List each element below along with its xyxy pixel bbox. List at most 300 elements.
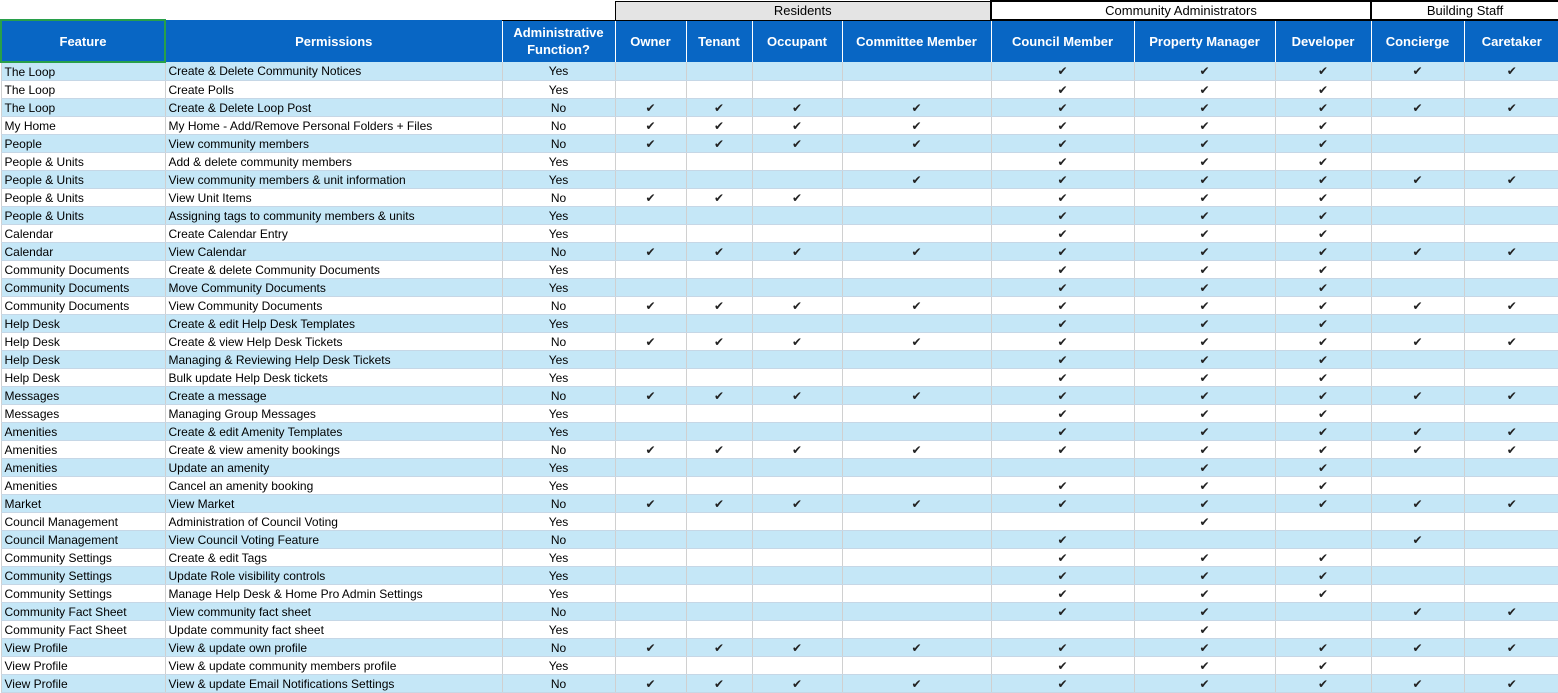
caretaker-cell[interactable] xyxy=(1464,441,1558,459)
group-community-administrators[interactable]: Community Administrators xyxy=(991,1,1371,20)
property-manager-cell[interactable] xyxy=(1134,297,1275,315)
committee-member-cell[interactable] xyxy=(842,459,991,477)
council-member-cell[interactable] xyxy=(991,441,1134,459)
occupant-cell[interactable] xyxy=(752,567,842,585)
property-manager-cell[interactable] xyxy=(1134,405,1275,423)
property-manager-cell[interactable] xyxy=(1134,333,1275,351)
tenant-cell[interactable] xyxy=(686,459,752,477)
concierge-cell[interactable] xyxy=(1371,639,1464,657)
permission-cell[interactable]: View Community Documents xyxy=(165,297,502,315)
feature-cell[interactable]: View Profile xyxy=(1,675,165,693)
owner-cell[interactable] xyxy=(615,423,686,441)
property-manager-cell[interactable] xyxy=(1134,225,1275,243)
developer-cell[interactable] xyxy=(1275,423,1371,441)
owner-cell[interactable] xyxy=(615,243,686,261)
developer-cell[interactable] xyxy=(1275,639,1371,657)
developer-cell[interactable] xyxy=(1275,99,1371,117)
committee-member-cell[interactable] xyxy=(842,351,991,369)
occupant-cell[interactable] xyxy=(752,81,842,99)
header-occupant[interactable]: Occupant xyxy=(752,20,842,62)
caretaker-cell[interactable] xyxy=(1464,585,1558,603)
permission-cell[interactable]: View Market xyxy=(165,495,502,513)
concierge-cell[interactable] xyxy=(1371,297,1464,315)
administrative-function-cell[interactable]: Yes xyxy=(502,459,615,477)
caretaker-cell[interactable] xyxy=(1464,639,1558,657)
tenant-cell[interactable] xyxy=(686,675,752,693)
owner-cell[interactable] xyxy=(615,441,686,459)
council-member-cell[interactable] xyxy=(991,207,1134,225)
concierge-cell[interactable] xyxy=(1371,207,1464,225)
administrative-function-cell[interactable]: Yes xyxy=(502,513,615,531)
feature-cell[interactable]: People xyxy=(1,135,165,153)
permission-cell[interactable]: My Home - Add/Remove Personal Folders + Files xyxy=(165,117,502,135)
caretaker-cell[interactable] xyxy=(1464,369,1558,387)
administrative-function-cell[interactable]: No xyxy=(502,441,615,459)
owner-cell[interactable] xyxy=(615,117,686,135)
caretaker-cell[interactable] xyxy=(1464,225,1558,243)
feature-cell[interactable]: Calendar xyxy=(1,243,165,261)
permission-cell[interactable]: Create & delete Community Documents xyxy=(165,261,502,279)
committee-member-cell[interactable] xyxy=(842,315,991,333)
property-manager-cell[interactable] xyxy=(1134,477,1275,495)
owner-cell[interactable] xyxy=(615,81,686,99)
tenant-cell[interactable] xyxy=(686,657,752,675)
concierge-cell[interactable] xyxy=(1371,189,1464,207)
occupant-cell[interactable] xyxy=(752,477,842,495)
concierge-cell[interactable] xyxy=(1371,513,1464,531)
property-manager-cell[interactable] xyxy=(1134,243,1275,261)
administrative-function-cell[interactable]: Yes xyxy=(502,369,615,387)
permission-cell[interactable]: Create Polls xyxy=(165,81,502,99)
concierge-cell[interactable] xyxy=(1371,675,1464,693)
permission-cell[interactable]: View Council Voting Feature xyxy=(165,531,502,549)
council-member-cell[interactable] xyxy=(991,459,1134,477)
owner-cell[interactable] xyxy=(615,639,686,657)
administrative-function-cell[interactable]: No xyxy=(502,495,615,513)
committee-member-cell[interactable] xyxy=(842,567,991,585)
permission-cell[interactable]: Create Calendar Entry xyxy=(165,225,502,243)
concierge-cell[interactable] xyxy=(1371,585,1464,603)
owner-cell[interactable] xyxy=(615,99,686,117)
owner-cell[interactable] xyxy=(615,567,686,585)
owner-cell[interactable] xyxy=(615,495,686,513)
developer-cell[interactable] xyxy=(1275,549,1371,567)
developer-cell[interactable] xyxy=(1275,495,1371,513)
committee-member-cell[interactable] xyxy=(842,513,991,531)
caretaker-cell[interactable] xyxy=(1464,405,1558,423)
permission-cell[interactable]: Create & edit Help Desk Templates xyxy=(165,315,502,333)
property-manager-cell[interactable] xyxy=(1134,153,1275,171)
feature-cell[interactable]: Amenities xyxy=(1,441,165,459)
developer-cell[interactable] xyxy=(1275,675,1371,693)
administrative-function-cell[interactable]: Yes xyxy=(502,207,615,225)
caretaker-cell[interactable] xyxy=(1464,603,1558,621)
committee-member-cell[interactable] xyxy=(842,639,991,657)
tenant-cell[interactable] xyxy=(686,549,752,567)
permission-cell[interactable]: View community members xyxy=(165,135,502,153)
administrative-function-cell[interactable]: Yes xyxy=(502,315,615,333)
council-member-cell[interactable] xyxy=(991,567,1134,585)
occupant-cell[interactable] xyxy=(752,495,842,513)
permission-cell[interactable]: Create a message xyxy=(165,387,502,405)
committee-member-cell[interactable] xyxy=(842,135,991,153)
permission-cell[interactable]: View & update own profile xyxy=(165,639,502,657)
council-member-cell[interactable] xyxy=(991,675,1134,693)
owner-cell[interactable] xyxy=(615,315,686,333)
developer-cell[interactable] xyxy=(1275,477,1371,495)
concierge-cell[interactable] xyxy=(1371,477,1464,495)
committee-member-cell[interactable] xyxy=(842,62,991,81)
council-member-cell[interactable] xyxy=(991,603,1134,621)
header-feature[interactable]: Feature xyxy=(1,20,165,62)
committee-member-cell[interactable] xyxy=(842,657,991,675)
council-member-cell[interactable] xyxy=(991,225,1134,243)
caretaker-cell[interactable] xyxy=(1464,261,1558,279)
concierge-cell[interactable] xyxy=(1371,369,1464,387)
header-caretaker[interactable]: Caretaker xyxy=(1464,20,1558,62)
council-member-cell[interactable] xyxy=(991,549,1134,567)
administrative-function-cell[interactable]: Yes xyxy=(502,351,615,369)
concierge-cell[interactable] xyxy=(1371,243,1464,261)
permission-cell[interactable]: Move Community Documents xyxy=(165,279,502,297)
owner-cell[interactable] xyxy=(615,351,686,369)
caretaker-cell[interactable] xyxy=(1464,297,1558,315)
permission-cell[interactable]: Create & edit Tags xyxy=(165,549,502,567)
developer-cell[interactable] xyxy=(1275,279,1371,297)
occupant-cell[interactable] xyxy=(752,279,842,297)
feature-cell[interactable]: Community Settings xyxy=(1,585,165,603)
council-member-cell[interactable] xyxy=(991,585,1134,603)
concierge-cell[interactable] xyxy=(1371,423,1464,441)
committee-member-cell[interactable] xyxy=(842,99,991,117)
feature-cell[interactable]: Community Settings xyxy=(1,549,165,567)
council-member-cell[interactable] xyxy=(991,477,1134,495)
concierge-cell[interactable] xyxy=(1371,81,1464,99)
occupant-cell[interactable] xyxy=(752,315,842,333)
tenant-cell[interactable] xyxy=(686,135,752,153)
administrative-function-cell[interactable]: No xyxy=(502,99,615,117)
property-manager-cell[interactable] xyxy=(1134,81,1275,99)
concierge-cell[interactable] xyxy=(1371,333,1464,351)
owner-cell[interactable] xyxy=(615,585,686,603)
developer-cell[interactable] xyxy=(1275,441,1371,459)
committee-member-cell[interactable] xyxy=(842,297,991,315)
header-owner[interactable]: Owner xyxy=(615,20,686,62)
header-developer[interactable]: Developer xyxy=(1275,20,1371,62)
permission-cell[interactable]: Bulk update Help Desk tickets xyxy=(165,369,502,387)
permission-cell[interactable]: Managing & Reviewing Help Desk Tickets xyxy=(165,351,502,369)
permission-cell[interactable]: View community members & unit information xyxy=(165,171,502,189)
feature-cell[interactable]: Messages xyxy=(1,387,165,405)
council-member-cell[interactable] xyxy=(991,531,1134,549)
owner-cell[interactable] xyxy=(615,153,686,171)
developer-cell[interactable] xyxy=(1275,531,1371,549)
council-member-cell[interactable] xyxy=(991,315,1134,333)
administrative-function-cell[interactable]: No xyxy=(502,297,615,315)
occupant-cell[interactable] xyxy=(752,405,842,423)
tenant-cell[interactable] xyxy=(686,405,752,423)
permission-cell[interactable]: Add & delete community members xyxy=(165,153,502,171)
administrative-function-cell[interactable]: No xyxy=(502,639,615,657)
owner-cell[interactable] xyxy=(615,459,686,477)
administrative-function-cell[interactable]: Yes xyxy=(502,62,615,81)
occupant-cell[interactable] xyxy=(752,351,842,369)
tenant-cell[interactable] xyxy=(686,531,752,549)
council-member-cell[interactable] xyxy=(991,639,1134,657)
feature-cell[interactable]: Community Fact Sheet xyxy=(1,603,165,621)
permission-cell[interactable]: Manage Help Desk & Home Pro Admin Settings xyxy=(165,585,502,603)
concierge-cell[interactable] xyxy=(1371,405,1464,423)
developer-cell[interactable] xyxy=(1275,117,1371,135)
property-manager-cell[interactable] xyxy=(1134,99,1275,117)
feature-cell[interactable]: Community Documents xyxy=(1,279,165,297)
developer-cell[interactable] xyxy=(1275,405,1371,423)
permission-cell[interactable]: Create & edit Amenity Templates xyxy=(165,423,502,441)
developer-cell[interactable] xyxy=(1275,585,1371,603)
committee-member-cell[interactable] xyxy=(842,621,991,639)
caretaker-cell[interactable] xyxy=(1464,621,1558,639)
occupant-cell[interactable] xyxy=(752,639,842,657)
permission-cell[interactable]: Update an amenity xyxy=(165,459,502,477)
developer-cell[interactable] xyxy=(1275,62,1371,81)
committee-member-cell[interactable] xyxy=(842,549,991,567)
administrative-function-cell[interactable]: Yes xyxy=(502,225,615,243)
administrative-function-cell[interactable]: No xyxy=(502,675,615,693)
empty-cell[interactable] xyxy=(1,1,165,20)
group-building-staff[interactable]: Building Staff xyxy=(1371,1,1558,20)
tenant-cell[interactable] xyxy=(686,189,752,207)
administrative-function-cell[interactable]: No xyxy=(502,387,615,405)
tenant-cell[interactable] xyxy=(686,99,752,117)
tenant-cell[interactable] xyxy=(686,585,752,603)
concierge-cell[interactable] xyxy=(1371,495,1464,513)
occupant-cell[interactable] xyxy=(752,459,842,477)
administrative-function-cell[interactable]: No xyxy=(502,531,615,549)
administrative-function-cell[interactable]: Yes xyxy=(502,81,615,99)
tenant-cell[interactable] xyxy=(686,369,752,387)
administrative-function-cell[interactable]: Yes xyxy=(502,567,615,585)
permission-cell[interactable]: Create & Delete Community Notices xyxy=(165,62,502,81)
concierge-cell[interactable] xyxy=(1371,441,1464,459)
property-manager-cell[interactable] xyxy=(1134,441,1275,459)
committee-member-cell[interactable] xyxy=(842,369,991,387)
property-manager-cell[interactable] xyxy=(1134,315,1275,333)
tenant-cell[interactable] xyxy=(686,567,752,585)
administrative-function-cell[interactable]: No xyxy=(502,333,615,351)
owner-cell[interactable] xyxy=(615,549,686,567)
header-committee-member[interactable]: Committee Member xyxy=(842,20,991,62)
occupant-cell[interactable] xyxy=(752,603,842,621)
feature-cell[interactable]: Community Settings xyxy=(1,567,165,585)
tenant-cell[interactable] xyxy=(686,117,752,135)
permission-cell[interactable]: Administration of Council Voting xyxy=(165,513,502,531)
committee-member-cell[interactable] xyxy=(842,189,991,207)
tenant-cell[interactable] xyxy=(686,243,752,261)
permission-cell[interactable]: Update Role visibility controls xyxy=(165,567,502,585)
committee-member-cell[interactable] xyxy=(842,333,991,351)
permission-cell[interactable]: View & update community members profile xyxy=(165,657,502,675)
header-administrative-function[interactable] xyxy=(502,20,615,62)
occupant-cell[interactable] xyxy=(752,549,842,567)
committee-member-cell[interactable] xyxy=(842,243,991,261)
developer-cell[interactable] xyxy=(1275,261,1371,279)
occupant-cell[interactable] xyxy=(752,531,842,549)
feature-cell[interactable]: The Loop xyxy=(1,81,165,99)
occupant-cell[interactable] xyxy=(752,207,842,225)
feature-cell[interactable]: Help Desk xyxy=(1,351,165,369)
council-member-cell[interactable] xyxy=(991,405,1134,423)
developer-cell[interactable] xyxy=(1275,603,1371,621)
concierge-cell[interactable] xyxy=(1371,135,1464,153)
administrative-function-cell[interactable]: Yes xyxy=(502,279,615,297)
caretaker-cell[interactable] xyxy=(1464,99,1558,117)
owner-cell[interactable] xyxy=(615,675,686,693)
council-member-cell[interactable] xyxy=(991,81,1134,99)
occupant-cell[interactable] xyxy=(752,621,842,639)
council-member-cell[interactable] xyxy=(991,99,1134,117)
occupant-cell[interactable] xyxy=(752,675,842,693)
caretaker-cell[interactable] xyxy=(1464,135,1558,153)
feature-cell[interactable]: Amenities xyxy=(1,477,165,495)
caretaker-cell[interactable] xyxy=(1464,567,1558,585)
concierge-cell[interactable] xyxy=(1371,315,1464,333)
council-member-cell[interactable] xyxy=(991,333,1134,351)
caretaker-cell[interactable] xyxy=(1464,459,1558,477)
concierge-cell[interactable] xyxy=(1371,99,1464,117)
caretaker-cell[interactable] xyxy=(1464,189,1558,207)
caretaker-cell[interactable] xyxy=(1464,549,1558,567)
property-manager-cell[interactable] xyxy=(1134,621,1275,639)
occupant-cell[interactable] xyxy=(752,189,842,207)
tenant-cell[interactable] xyxy=(686,333,752,351)
council-member-cell[interactable] xyxy=(991,279,1134,297)
property-manager-cell[interactable] xyxy=(1134,423,1275,441)
owner-cell[interactable] xyxy=(615,207,686,225)
committee-member-cell[interactable] xyxy=(842,423,991,441)
tenant-cell[interactable] xyxy=(686,513,752,531)
administrative-function-cell[interactable]: Yes xyxy=(502,171,615,189)
property-manager-cell[interactable] xyxy=(1134,675,1275,693)
concierge-cell[interactable] xyxy=(1371,459,1464,477)
committee-member-cell[interactable] xyxy=(842,225,991,243)
permission-cell[interactable]: View & update Email Notifications Settings xyxy=(165,675,502,693)
feature-cell[interactable]: People & Units xyxy=(1,153,165,171)
header-permissions[interactable]: Permissions xyxy=(165,20,502,62)
feature-cell[interactable]: Calendar xyxy=(1,225,165,243)
administrative-function-cell[interactable]: Yes xyxy=(502,405,615,423)
tenant-cell[interactable] xyxy=(686,225,752,243)
owner-cell[interactable] xyxy=(615,261,686,279)
concierge-cell[interactable] xyxy=(1371,261,1464,279)
tenant-cell[interactable] xyxy=(686,171,752,189)
administrative-function-cell[interactable]: Yes xyxy=(502,549,615,567)
administrative-function-cell[interactable]: Yes xyxy=(502,621,615,639)
caretaker-cell[interactable] xyxy=(1464,207,1558,225)
tenant-cell[interactable] xyxy=(686,495,752,513)
committee-member-cell[interactable] xyxy=(842,153,991,171)
feature-cell[interactable]: People & Units xyxy=(1,207,165,225)
occupant-cell[interactable] xyxy=(752,585,842,603)
caretaker-cell[interactable] xyxy=(1464,81,1558,99)
tenant-cell[interactable] xyxy=(686,279,752,297)
caretaker-cell[interactable] xyxy=(1464,513,1558,531)
owner-cell[interactable] xyxy=(615,279,686,297)
feature-cell[interactable]: Council Management xyxy=(1,531,165,549)
tenant-cell[interactable] xyxy=(686,603,752,621)
feature-cell[interactable]: People & Units xyxy=(1,189,165,207)
council-member-cell[interactable] xyxy=(991,153,1134,171)
tenant-cell[interactable] xyxy=(686,297,752,315)
feature-cell[interactable]: View Profile xyxy=(1,657,165,675)
administrative-function-cell[interactable]: Yes xyxy=(502,585,615,603)
developer-cell[interactable] xyxy=(1275,135,1371,153)
caretaker-cell[interactable] xyxy=(1464,531,1558,549)
council-member-cell[interactable] xyxy=(991,189,1134,207)
permission-cell[interactable]: Managing Group Messages xyxy=(165,405,502,423)
committee-member-cell[interactable] xyxy=(842,261,991,279)
tenant-cell[interactable] xyxy=(686,315,752,333)
developer-cell[interactable] xyxy=(1275,621,1371,639)
administrative-function-cell[interactable]: No xyxy=(502,117,615,135)
property-manager-cell[interactable] xyxy=(1134,189,1275,207)
property-manager-cell[interactable] xyxy=(1134,549,1275,567)
caretaker-cell[interactable] xyxy=(1464,387,1558,405)
feature-cell[interactable]: Messages xyxy=(1,405,165,423)
owner-cell[interactable] xyxy=(615,333,686,351)
administrative-function-cell[interactable]: No xyxy=(502,189,615,207)
feature-cell[interactable]: Council Management xyxy=(1,513,165,531)
tenant-cell[interactable] xyxy=(686,62,752,81)
developer-cell[interactable] xyxy=(1275,567,1371,585)
property-manager-cell[interactable] xyxy=(1134,639,1275,657)
group-residents[interactable]: Residents xyxy=(615,1,991,20)
permission-cell[interactable]: Cancel an amenity booking xyxy=(165,477,502,495)
owner-cell[interactable] xyxy=(615,135,686,153)
council-member-cell[interactable] xyxy=(991,171,1134,189)
developer-cell[interactable] xyxy=(1275,189,1371,207)
tenant-cell[interactable] xyxy=(686,153,752,171)
caretaker-cell[interactable] xyxy=(1464,351,1558,369)
property-manager-cell[interactable] xyxy=(1134,279,1275,297)
concierge-cell[interactable] xyxy=(1371,62,1464,81)
feature-cell[interactable]: The Loop xyxy=(1,99,165,117)
concierge-cell[interactable] xyxy=(1371,171,1464,189)
caretaker-cell[interactable] xyxy=(1464,315,1558,333)
developer-cell[interactable] xyxy=(1275,297,1371,315)
property-manager-cell[interactable] xyxy=(1134,585,1275,603)
owner-cell[interactable] xyxy=(615,171,686,189)
property-manager-cell[interactable] xyxy=(1134,567,1275,585)
occupant-cell[interactable] xyxy=(752,117,842,135)
owner-cell[interactable] xyxy=(615,225,686,243)
property-manager-cell[interactable] xyxy=(1134,459,1275,477)
property-manager-cell[interactable] xyxy=(1134,531,1275,549)
developer-cell[interactable] xyxy=(1275,513,1371,531)
occupant-cell[interactable] xyxy=(752,387,842,405)
permission-cell[interactable]: View Calendar xyxy=(165,243,502,261)
owner-cell[interactable] xyxy=(615,387,686,405)
administrative-function-cell[interactable]: No xyxy=(502,135,615,153)
council-member-cell[interactable] xyxy=(991,657,1134,675)
administrative-function-cell[interactable]: No xyxy=(502,603,615,621)
council-member-cell[interactable] xyxy=(991,351,1134,369)
committee-member-cell[interactable] xyxy=(842,441,991,459)
council-member-cell[interactable] xyxy=(991,621,1134,639)
feature-cell[interactable]: Help Desk xyxy=(1,315,165,333)
tenant-cell[interactable] xyxy=(686,621,752,639)
committee-member-cell[interactable] xyxy=(842,387,991,405)
empty-cell[interactable] xyxy=(502,1,615,20)
